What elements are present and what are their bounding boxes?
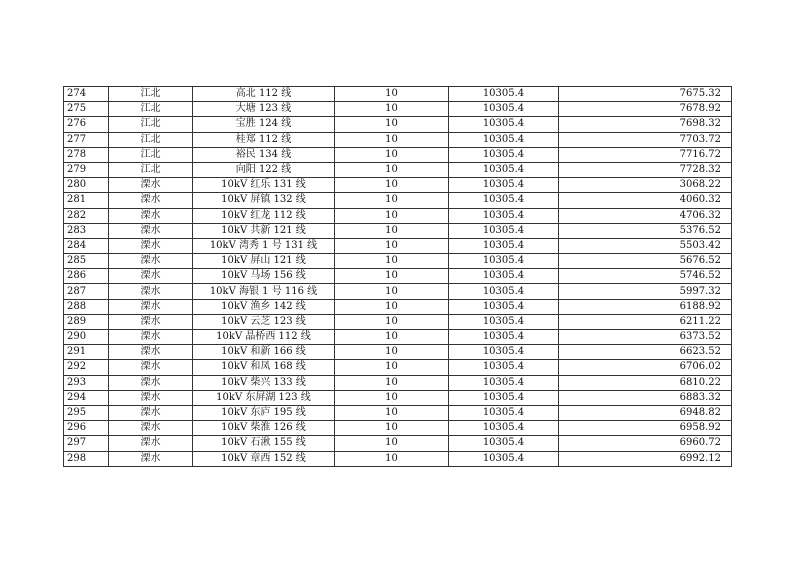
capacity-cell: 10305.4	[449, 436, 559, 451]
row-number-cell: 293	[64, 375, 109, 390]
line-name-cell: 10kV 屏山 121 线	[193, 254, 335, 269]
voltage-cell: 10	[335, 193, 449, 208]
district-cell: 溧水	[109, 436, 193, 451]
capacity-cell: 10305.4	[449, 193, 559, 208]
table-row	[64, 193, 732, 208]
row-number-cell: 275	[64, 102, 109, 117]
line-name-cell: 大塘 123 线	[193, 102, 335, 117]
voltage-cell: 10	[335, 284, 449, 299]
line-name-cell: 10kV 湾秀 1 号 131 线	[193, 238, 335, 253]
line-name-cell: 10kV 马场 156 线	[193, 269, 335, 284]
row-number-cell: 276	[64, 117, 109, 132]
voltage-cell: 10	[335, 87, 449, 102]
table-row	[64, 299, 732, 314]
line-name-cell: 10kV 东屏湖 123 线	[193, 390, 335, 405]
voltage-cell: 10	[335, 451, 449, 466]
line-name-cell: 10kV 红乐 131 线	[193, 178, 335, 193]
line-name-cell: 10kV 红龙 112 线	[193, 208, 335, 223]
table-row	[64, 375, 732, 390]
table-row	[64, 314, 732, 329]
voltage-cell: 10	[335, 345, 449, 360]
voltage-cell: 10	[335, 147, 449, 162]
voltage-cell: 10	[335, 254, 449, 269]
voltage-cell: 10	[335, 390, 449, 405]
value-cell: 4060.32	[559, 193, 732, 208]
table-row	[64, 178, 732, 193]
voltage-cell: 10	[335, 421, 449, 436]
table-row	[64, 87, 732, 102]
voltage-cell: 10	[335, 132, 449, 147]
row-number-cell: 298	[64, 451, 109, 466]
value-cell: 6706.02	[559, 360, 732, 375]
capacity-cell: 10305.4	[449, 117, 559, 132]
line-data-table	[63, 86, 732, 467]
table-row	[64, 269, 732, 284]
value-cell: 6948.82	[559, 405, 732, 420]
value-cell: 7675.32	[559, 87, 732, 102]
district-cell: 溧水	[109, 178, 193, 193]
capacity-cell: 10305.4	[449, 405, 559, 420]
value-cell: 5676.52	[559, 254, 732, 269]
capacity-cell: 10305.4	[449, 132, 559, 147]
table-row	[64, 162, 732, 177]
district-cell: 溧水	[109, 314, 193, 329]
district-cell: 溧水	[109, 375, 193, 390]
capacity-cell: 10305.4	[449, 330, 559, 345]
district-cell: 溧水	[109, 405, 193, 420]
district-cell: 溧水	[109, 254, 193, 269]
value-cell: 5503.42	[559, 238, 732, 253]
capacity-cell: 10305.4	[449, 208, 559, 223]
table-row	[64, 390, 732, 405]
row-number-cell: 283	[64, 223, 109, 238]
row-number-cell: 294	[64, 390, 109, 405]
capacity-cell: 10305.4	[449, 390, 559, 405]
capacity-cell: 10305.4	[449, 375, 559, 390]
table-row	[64, 102, 732, 117]
row-number-cell: 287	[64, 284, 109, 299]
table-row	[64, 132, 732, 147]
value-cell: 6992.12	[559, 451, 732, 466]
row-number-cell: 292	[64, 360, 109, 375]
value-cell: 6810.22	[559, 375, 732, 390]
voltage-cell: 10	[335, 178, 449, 193]
capacity-cell: 10305.4	[449, 360, 559, 375]
value-cell: 6960.72	[559, 436, 732, 451]
capacity-cell: 10305.4	[449, 147, 559, 162]
line-name-cell: 10kV 共新 121 线	[193, 223, 335, 238]
row-number-cell: 289	[64, 314, 109, 329]
district-cell: 溧水	[109, 238, 193, 253]
table-row	[64, 405, 732, 420]
table-row	[64, 223, 732, 238]
voltage-cell: 10	[335, 299, 449, 314]
capacity-cell: 10305.4	[449, 254, 559, 269]
district-cell: 溧水	[109, 451, 193, 466]
table-row	[64, 254, 732, 269]
value-cell: 6373.52	[559, 330, 732, 345]
line-name-cell: 宝胜 124 线	[193, 117, 335, 132]
value-cell: 6958.92	[559, 421, 732, 436]
capacity-cell: 10305.4	[449, 223, 559, 238]
value-cell: 7716.72	[559, 147, 732, 162]
value-cell: 7698.32	[559, 117, 732, 132]
row-number-cell: 280	[64, 178, 109, 193]
value-cell: 5997.32	[559, 284, 732, 299]
capacity-cell: 10305.4	[449, 284, 559, 299]
voltage-cell: 10	[335, 162, 449, 177]
voltage-cell: 10	[335, 330, 449, 345]
voltage-cell: 10	[335, 102, 449, 117]
row-number-cell: 288	[64, 299, 109, 314]
value-cell: 6188.92	[559, 299, 732, 314]
table-row	[64, 147, 732, 162]
table-row	[64, 421, 732, 436]
table-row	[64, 360, 732, 375]
table-row	[64, 451, 732, 466]
table-row	[64, 345, 732, 360]
voltage-cell: 10	[335, 405, 449, 420]
district-cell: 江北	[109, 117, 193, 132]
table-row	[64, 238, 732, 253]
row-number-cell: 297	[64, 436, 109, 451]
line-name-cell: 10kV 东庐 195 线	[193, 405, 335, 420]
voltage-cell: 10	[335, 436, 449, 451]
value-cell: 7678.92	[559, 102, 732, 117]
table-row	[64, 208, 732, 223]
voltage-cell: 10	[335, 223, 449, 238]
district-cell: 江北	[109, 87, 193, 102]
line-name-cell: 向阳 122 线	[193, 162, 335, 177]
table-row	[64, 284, 732, 299]
line-name-cell: 10kV 石湫 155 线	[193, 436, 335, 451]
row-number-cell: 281	[64, 193, 109, 208]
table-row	[64, 117, 732, 132]
capacity-cell: 10305.4	[449, 87, 559, 102]
line-name-cell: 10kV 渔乡 142 线	[193, 299, 335, 314]
row-number-cell: 277	[64, 132, 109, 147]
voltage-cell: 10	[335, 117, 449, 132]
line-name-cell: 裕民 134 线	[193, 147, 335, 162]
voltage-cell: 10	[335, 375, 449, 390]
line-name-cell: 10kV 柴兴 133 线	[193, 375, 335, 390]
line-name-cell: 桂郑 112 线	[193, 132, 335, 147]
district-cell: 江北	[109, 132, 193, 147]
value-cell: 7703.72	[559, 132, 732, 147]
voltage-cell: 10	[335, 314, 449, 329]
district-cell: 溧水	[109, 345, 193, 360]
capacity-cell: 10305.4	[449, 162, 559, 177]
district-cell: 溧水	[109, 193, 193, 208]
capacity-cell: 10305.4	[449, 314, 559, 329]
table-body	[64, 87, 732, 467]
district-cell: 溧水	[109, 360, 193, 375]
capacity-cell: 10305.4	[449, 238, 559, 253]
line-name-cell: 高北 112 线	[193, 87, 335, 102]
capacity-cell: 10305.4	[449, 102, 559, 117]
value-cell: 6883.32	[559, 390, 732, 405]
value-cell: 6211.22	[559, 314, 732, 329]
value-cell: 4706.32	[559, 208, 732, 223]
voltage-cell: 10	[335, 208, 449, 223]
district-cell: 江北	[109, 102, 193, 117]
line-name-cell: 10kV 和新 166 线	[193, 345, 335, 360]
row-number-cell: 279	[64, 162, 109, 177]
value-cell: 3068.22	[559, 178, 732, 193]
row-number-cell: 290	[64, 330, 109, 345]
district-cell: 溧水	[109, 421, 193, 436]
district-cell: 溧水	[109, 299, 193, 314]
line-name-cell: 10kV 柴淮 126 线	[193, 421, 335, 436]
district-cell: 溧水	[109, 208, 193, 223]
row-number-cell: 285	[64, 254, 109, 269]
value-cell: 5376.52	[559, 223, 732, 238]
capacity-cell: 10305.4	[449, 178, 559, 193]
value-cell: 5746.52	[559, 269, 732, 284]
line-name-cell: 10kV 晶桥西 112 线	[193, 330, 335, 345]
district-cell: 溧水	[109, 390, 193, 405]
capacity-cell: 10305.4	[449, 421, 559, 436]
row-number-cell: 291	[64, 345, 109, 360]
district-cell: 江北	[109, 162, 193, 177]
row-number-cell: 295	[64, 405, 109, 420]
line-name-cell: 10kV 海银 1 号 116 线	[193, 284, 335, 299]
line-name-cell: 10kV 章西 152 线	[193, 451, 335, 466]
table-row	[64, 436, 732, 451]
row-number-cell: 284	[64, 238, 109, 253]
district-cell: 江北	[109, 147, 193, 162]
capacity-cell: 10305.4	[449, 269, 559, 284]
line-name-cell: 10kV 云芝 123 线	[193, 314, 335, 329]
value-cell: 7728.32	[559, 162, 732, 177]
capacity-cell: 10305.4	[449, 345, 559, 360]
district-cell: 溧水	[109, 269, 193, 284]
voltage-cell: 10	[335, 269, 449, 284]
row-number-cell: 278	[64, 147, 109, 162]
district-cell: 溧水	[109, 284, 193, 299]
district-cell: 溧水	[109, 223, 193, 238]
capacity-cell: 10305.4	[449, 451, 559, 466]
capacity-cell: 10305.4	[449, 299, 559, 314]
line-name-cell: 10kV 和凤 168 线	[193, 360, 335, 375]
row-number-cell: 282	[64, 208, 109, 223]
table-row	[64, 330, 732, 345]
row-number-cell: 286	[64, 269, 109, 284]
row-number-cell: 274	[64, 87, 109, 102]
value-cell: 6623.52	[559, 345, 732, 360]
line-name-cell: 10kV 屏镇 132 线	[193, 193, 335, 208]
voltage-cell: 10	[335, 360, 449, 375]
voltage-cell: 10	[335, 238, 449, 253]
row-number-cell: 296	[64, 421, 109, 436]
district-cell: 溧水	[109, 330, 193, 345]
